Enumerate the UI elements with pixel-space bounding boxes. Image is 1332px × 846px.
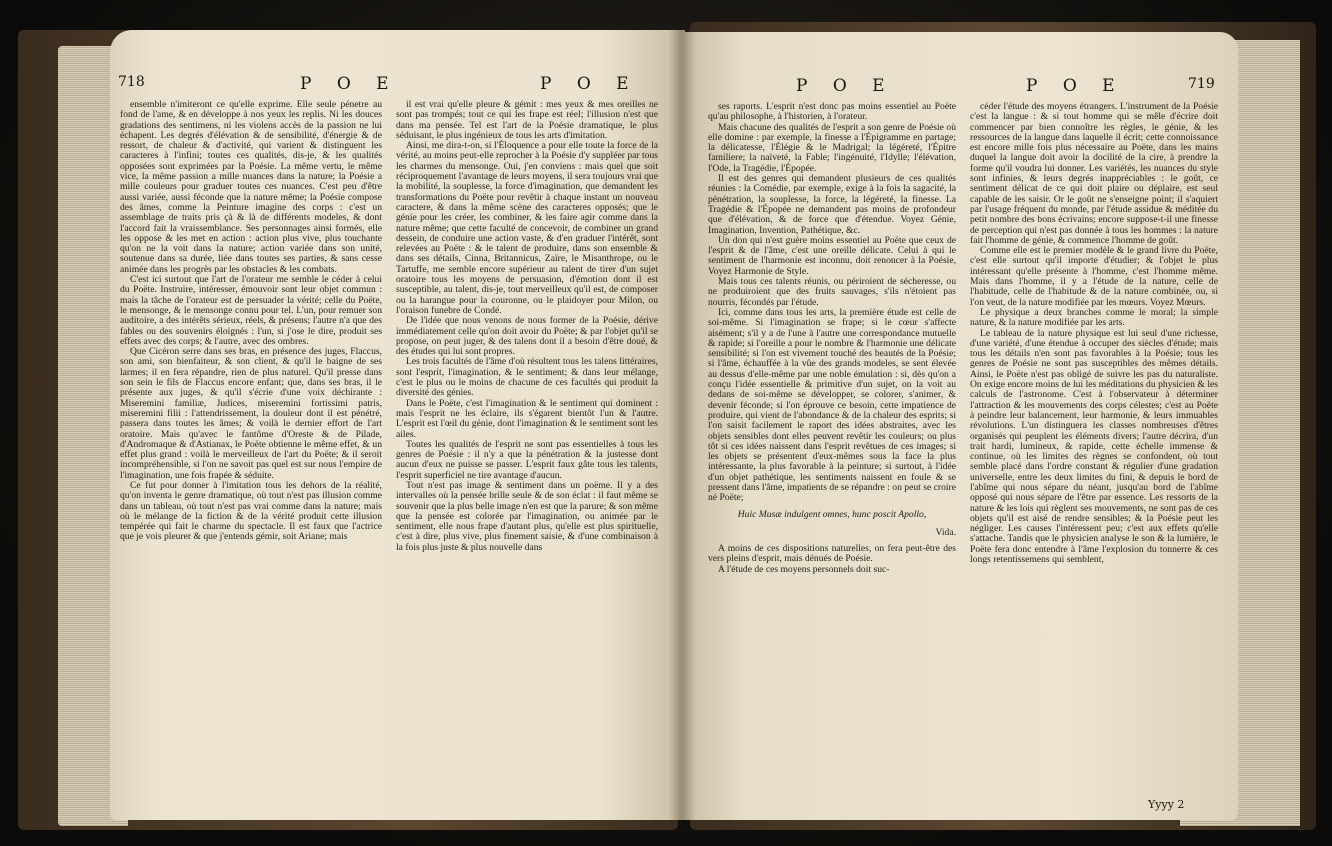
page-number-right: 719 <box>1188 76 1215 92</box>
left-page-column-2 <box>396 100 658 812</box>
paragraph: A l'étude de ces moyens personnels doit suc- <box>718 563 890 575</box>
paragraph: Toutes les qualités de l'esprit ne sont pas essentielles à tous les genres de Poésie : il n'y a que la pénétration & la justesse dont aucun d'eux ne puisse se passer. L'esprit faux gâte tous les talents, l'esprit superficiel ne tire avantage d'aucun. <box>396 438 658 481</box>
paragraph: Que Cicéron serre dans ses bras, en présence des juges, Flaccus, son ami, son bienfaiteur, & son client, & qu'il le baigne de ses larmes; il en fera répandre, rien de plus naturel. Qu'il presse dans son sein le fils de Flaccus encore enfant; que, dans ses bras, il le présente aux juges, & qu'il s'écrie d'une voix déchirante : Miseremini familiæ, Judices, miseremini fortissimi patris, miseremini filii : l'attendrissement, la douleur dont il est pénétré, passera dans toutes les âmes; & voilà le dernier effort de l'art oratoire. Mais qu'avec le fantôme d'Oreste & de Pilade, d'Andromaque & d'Astianax, le Poëte obtienne le même effet, & un effet plus grand : voilà le merveilleux de l'art du Poëte; & il seroit incompréhensible, si l'on ne savoit pas quel est sur nous l'empire de l'imagination, une fois frapée & séduite. <box>120 346 382 481</box>
paragraph: ses raports. L'esprit n'est donc pas moins essentiel au Poëte qu'au philosophe, à l'historien, à l'orateur. <box>708 102 956 123</box>
paragraph: Mais chacune des qualités de l'esprit a son genre de Poésie où elle domine : par exemple, la finesse a l'Épigramme en partage; la délicatesse, l'Élégie & le Madrigal; la légéreté, l'Épitre familiere; la naïveté, la Fable; l'ingénuité, l'Idylle; l'élévation, l'Ode, la Tragédie, l'Épopée. <box>708 121 956 174</box>
left-page <box>110 30 685 820</box>
page-number-left: 718 <box>118 74 145 90</box>
right-page-column-2 <box>970 102 1218 802</box>
signature-mark: Yyyy 2 <box>1148 798 1185 811</box>
paragraph: Le physique a deux branches comme le moral; la simple nature, & la nature modifiée par les arts. <box>970 306 1218 329</box>
paragraph: Tout n'est pas image & sentiment dans un poëme. Il y a des intervalles où la pensée brille seule & de son éclat : il faut même se souvenir que la plus belle image n'en est que la parure; & son même que la pensée est colorée par l'imagination, ou animée par le sentiment, elle nous frape d'autant plus, qu'elle est plus spirituelle, c'est à dire, plus vive, plus finement saisie, & d'une combinaison à la fois plus juste & plus nouvelle dans <box>396 479 658 553</box>
paragraph: C'est ici surtout que l'art de l'orateur me semble le céder à celui du Poëte. Instruire, intéresser, émouvoir sont leur objet commun : mais la tâche de l'orateur est de persuader la vérité; celle du Poëte, le mensonge, & le mensonge connu pour tel. L'un, pour remuer son auditoire, a des intérêts sérieux, réels, & présens; l'autre n'a que des fables ou des souvenirs éloignés : l'un, si j'ose le dire, produit ses effets avec des corps; & l'autre, avec des ombres. <box>120 274 382 347</box>
paragraph: Ainsi, me dira-t-on, si l'Éloquence a pour elle toute la force de la vérité, au moins peut-elle reprocher à la Poésie d'y suppléer par tous les charmes du mensonge. Oui, j'en conviens : mais quel que soit réciproquement l'avantage de leurs moyens, il sera toujours vrai que la mobilité, la souplesse, la force d'imagination, que demandent les transformations du Poëte pour revêtir à chaque instant un nouveau caractere, & dans la même scène des caracteres opposés; que le génie pour les créer, les combiner, & les faire agir comme dans la nature même; que cette faculté de concevoir, de combiner un grand dessein, de conduire une action vaste, & d'en graduer l'intérêt, sont relevées au Poëte : & le talent de produire, dans son ensemble & dans ses détails, Cinna, Britannicus, Zaïre, le Misanthrope, ou le Tartuffe, me semble encore supérieur au talent de tirer d'un sujet oratoire tous les moyens de persuasion, d'émotion dont il est susceptible, au talent, dis-je, tout merveilleux qu'il est, de composer ou la harangue pour la couronne, ou le plaidoyer pour Milon, ou l'oraison funebre de Condé. <box>396 140 658 316</box>
paragraph: Un don qui n'est guère moins essentiel au Poëte que ceux de l'esprit & de l'âme, c'est une oreille délicate. Celui à qui le sentiment de l'harmonie est inconnu, doit renoncer à la Poésie, Voyez Harmonie de Style. <box>708 234 956 277</box>
paragraph: Il est des genres qui demandent plusieurs de ces qualités réunies : la Comédie, par exemple, exige à la fois la sagacité, la pénétration, la souplesse, la force, la légéreté, la finesse. La Tragédie & l'Épopée ne demandent pas moins de profondeur que d'élévation, & de force que d'étendue. Voyez Génie, Imagination, Invention, Pathétique, &c. <box>708 173 956 236</box>
paragraph: Comme elle est le premier modèle & le grand livre du Poëte, c'est elle surtout qu'il importe d'étudier; & l'objet le plus intéressant qu'elle présente à l'homme, c'est l'homme même. Mais dans l'homme, il y a l'étude de la nature, celle de l'habitude, celle de l'habitude & de la nature combinée, ou, si l'on veut, de la nature modifiée par les mœurs. Voyez Mœurs. <box>970 245 1218 308</box>
running-header-left-2: P O E <box>540 74 639 94</box>
running-header-right-2: P O E <box>1026 76 1125 96</box>
running-header-left-1: P O E <box>300 74 399 94</box>
right-page <box>678 32 1238 820</box>
paragraph: Ici, comme dans tous les arts, la première étude est celle de soi-même. Si l'imagination se frape; si le cœur s'affecte aisément; s'il y a de l'une à l'autre une correspondance mutuelle & rapide; si l'oreille a pour le nombre & l'harmonie une délicate sensibilité; si l'on est vivement touché des beautés de la Poésie; si l'âme, échauffée à la vûe des grands modeles, se sent élevée au dessus d'elle-même par une noble émulation : si, dès qu'on a conçu l'idée essentielle & primitive d'un sujet, on la voit au dedans de soi-même se développer, se colorer, s'animer, & devenir féconde; si l'on éprouve ce besoin, cette impatience de produire, qui vient de l'abondance & de la chaleur des esprits; si l'on saisit facilement le raport des idées abstraites, avec les objets sensibles dont elles peuvent revêtir les couleurs; ou plus tôt si ces idées naissent dans l'esprit revêtues de ces images; si les objets se présentent d'eux-mêmes sous la face la plus intéressante, la plus favorable à la peinture; si surtout, à l'idée d'un objet pathétique, les sentiments naissent en foule & se pressent dans l'âme, impatients de se répandre : on peut se croire né Poëte; <box>708 306 956 504</box>
paragraph: ensemble n'imiteront ce qu'elle exprime. Elle seule pénetre au fond de l'ame, & en développe à nos yeux les replis. Ni les douces gradations des sentimens, ni les violens accès de la passion ne lui échapent. Les degrés d'élévation & de sensibilité, d'énergie & de ressort, de chaleur & d'activité, qui varient & distinguent les caracteres à l'infini; toutes ces qualités, dis-je, & les qualités opposées sont exprimées par la Poésie. La même vertu, le même vice, la même passion a mille nuances dans la nature; la Poésie a mille couleurs pour graduer toutes ces nuances. C'est peu d'être aussi variée, aussi féconde que la nature même; la Poésie compose des âmes, comme la Peinture imagine des corps : c'est un assemblage de traits pris çà & là de différents modeles, & dont l'accord fait la vraissemblance. Ses personnages ainsi formés, elle les oppose & les met en action : action plus vive, plus touchante qu'on ne la voit dans la nature; action variée dans son unité, soutenue dans sa durée, liée dans toutes ses parties, & sans cesse animée dans les progrès par les obstacles & les combats. <box>120 100 382 275</box>
paragraph: De l'idée que nous venons de nous former de la Poésie, dérive immédiatement celle qu'on doit avoir du Poëte; & par l'objet qu'il se propose, on peut juger, & des talens dont il a besoin d'être doué, & des études qui lui sont propres. <box>396 315 658 358</box>
paragraph: Le tableau de la nature physique est lui seul d'une richesse, d'une variété, d'une étendue à occuper des siècles d'étude; mais tous les détails n'en sont pas favorables à la Poésie; tous les genres de Poésie ne sont pas susceptibles des mêmes détails. Ainsi, le Poëte n'est pas obligé de suivre les pas du naturaliste. On exige encore moins de lui les méditations du physicien & les calculs de l'astronome. C'est à l'observateur à déterminer l'attraction & les mouvements des corps célestes; c'est au Poëte à peindre leur balancement, leur harmonie, & leurs immuables révolutions. L'un distinguera les classes nombreuses d'êtres organisés qui peuplent les éléments divers; l'autre décrira, d'un trait hardi, lumineux, & rapide, cette échelle immense & continue, où les limites des règnes se confondent, où tout semble placé dans l'ordre constant & régulier d'une gradation universelle, entre les deux limites du fini, & depuis le bord de l'abîme qui nous sépare du néant, jusqu'au bord de l'abîme opposé qui nous sépare de l'être par essence. Les ressorts de la nature & les lois qui règlent ses mouvements, ne sont pas de ces objets qu'il est aisé de rendre sensibles; & la Poésie peut les négliger. Les causes l'intéressent peu; c'est aux effets qu'elle s'attache. Tandis que le physicien analyse le son & la lumière, le Poëte fera donc entendre à l'âme l'explosion du tonnerre & ces longs retentissemens qui semblent, <box>970 327 1218 566</box>
paragraph: Ce fut pour donner à l'imitation tous les dehors de la réalité, qu'on inventa le genre dramatique, où tout n'est pas illusion comme dans un tableau, où tout n'est pas vrai comme dans la nature; mais où le mélange de la fiction & de la vérité produit cette illusion tempérée qui fait le charme du spectacle. Il est faux que l'actrice que je vois pleurer & que j'entends gémir, soit Ariane; mais <box>120 479 382 543</box>
latin-motto: Huic Musæ indulgent omnes, hunc poscit Apollo, <box>737 508 927 520</box>
running-header-right-1: P O E <box>796 76 895 96</box>
paragraph: Mais tous ces talents réunis, ou périroient de sécheresse, ou ne produiroient que des fruits sauvages, s'ils n'étoient pas nourris, fécondés par l'étude. <box>708 276 956 308</box>
right-page-column-1 <box>708 102 956 814</box>
paragraph: céder l'étude des moyens étrangers. L'instrument de la Poésie c'est la langue : & si tout homme qui se mêle d'écrire doit commencer par bien connoître les règles, le génie, & les ressources de la langue dans laquelle il écrit; cette connoissance est encore mille fois plus nécessaire au Poëte, dans les mains duquel la langue doit avoir la docilité de la cire, à prendre la forme qu'il voudra lui donner. Les variétés, les nuances du style sont infinies, & leurs degrés inappréciables : le goût, ce sentiment délicat de ce qui doit plaire ou déplaire, est seul capable de les saisir. Or le goût ne s'enseigne point; il s'aquiert par l'usage fréquent du monde, par l'étude assidue & méditée du petit nombre des bons écrivains; encore suppose-t-il une finesse de perception qui n'est pas donnée à tous les hommes : la nature fait l'homme de génie, & commence l'homme de goût. <box>970 102 1218 246</box>
paragraph: Les trois facultés de l'âme d'où résultent tous les talens littéraires, sont l'esprit, l'imagination, & le sentiment; & dans leur mélange, c'est le plus ou le moins de chacune de ces facultés qui produit la diversité des génies. <box>396 356 658 399</box>
paragraph: Dans le Poëte, c'est l'imagination & le sentiment qui dominent : mais l'esprit ne les éclaire, ils s'égarent bientôt l'un & l'autre. L'esprit est l'œil du génie, dont l'imagination & le sentiment sont les ailes. <box>396 397 658 440</box>
motto-author: Vida. <box>935 526 956 538</box>
paragraph: il est vrai qu'elle pleure & gémit : mes yeux & mes oreilles ne sont pas trompés; tout ce qui les frape est réel; l'illusion n'est que dans ma pensée. Tel est l'art de la Poésie dramatique, le plus séduisant, le plus ingénieux de tous les arts d'imitation. <box>396 100 658 141</box>
left-page-column-1 <box>120 100 382 812</box>
paragraph: A moins de ces dispositions naturelles, on fera peut-être des vers pleins d'esprit, mais dénués de Poésie. <box>708 543 956 565</box>
book-gutter <box>668 30 696 820</box>
